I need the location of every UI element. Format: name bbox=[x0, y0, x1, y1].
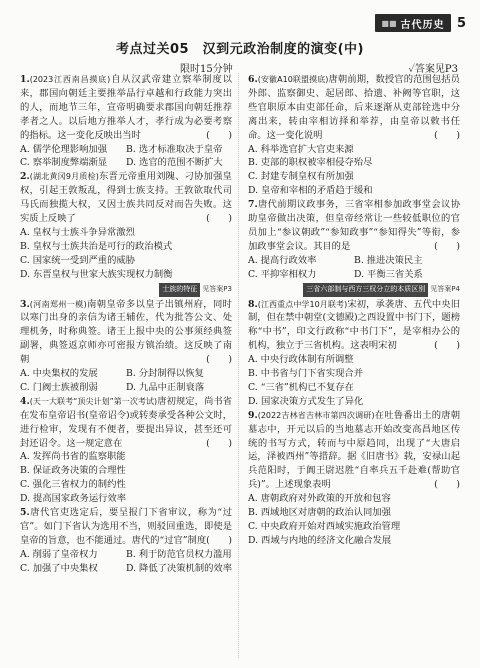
option-d: D. 降低了决策机制的效率 bbox=[126, 562, 233, 574]
answer-blank: ( ) bbox=[206, 129, 232, 141]
options bbox=[20, 367, 232, 381]
option-c: C. 国家统一受到严重的威胁 bbox=[20, 254, 135, 266]
options bbox=[20, 156, 232, 170]
option-b: B. 中书省与门下省实现合并 bbox=[248, 368, 364, 380]
option-a: A. 儒学伦理影响加强 bbox=[20, 143, 107, 155]
q-text: 南朝皇帝多以皇子出镇州府，同时以寒门出身的亲信为诸王辅佐，代为批答公文、处理机务，时称典签。诸王上报中央的公事须经典签副署，典签返京师亦可密报方镇治绩。这反映了南朝 bbox=[20, 298, 232, 366]
options bbox=[248, 268, 460, 282]
option-d: D. 东晋皇权与世家大族实现权力制衡 bbox=[20, 268, 173, 280]
option-a: A. 削弱了皇帝权力 bbox=[20, 548, 98, 560]
q-number: 2. bbox=[20, 171, 30, 183]
option-a: A. 提高行政效率 bbox=[248, 254, 317, 266]
q-text: 唐代官吏选定后，要呈报门下省审议，称为“过官”。如门下省认为选用不当，则驳回重选，即使是皇帝的旨意，也不能通过。唐代的“过官”制度 bbox=[20, 507, 232, 546]
option-d: D. 平衡三省关系 bbox=[354, 268, 423, 280]
option-b: B. 分封制得以恢复 bbox=[126, 368, 204, 380]
answer-blank: ( ) bbox=[434, 479, 460, 491]
page-header bbox=[375, 12, 466, 34]
answer-blank: ( ) bbox=[434, 240, 460, 252]
option-c: C. 中央政府开始对西域实施政治管理 bbox=[248, 521, 401, 532]
option-a: A. 皇权与士族斗争异常激烈 bbox=[20, 226, 135, 238]
hint-label: 士族的特征 bbox=[159, 283, 200, 297]
answer-blank: ( ) bbox=[206, 213, 232, 225]
section-banner bbox=[375, 14, 451, 32]
option-b: B. 吏部的职权被宰相侵夺殆尽 bbox=[248, 157, 373, 169]
q-number: 9. bbox=[248, 409, 258, 421]
option-a: A. 中央行政体制有所调整 bbox=[248, 354, 354, 366]
option-c: C. 平抑宰相权力 bbox=[248, 268, 317, 280]
q-source: (2023江西南昌摸底) bbox=[29, 75, 111, 84]
option-a: A. 中央集权的发展 bbox=[20, 368, 98, 380]
q-number: 8. bbox=[248, 298, 258, 310]
q-source: (河南郑州一模) bbox=[29, 299, 87, 309]
option-b: B. 保证政务决策的合理性 bbox=[20, 465, 126, 477]
question-9 bbox=[248, 409, 460, 492]
q-number: 5. bbox=[20, 507, 30, 519]
option-d: D. 国家决策方式发生了异化 bbox=[248, 395, 364, 407]
q-number: 4. bbox=[20, 395, 30, 407]
option-b: B. 选才标准取决于皇帝 bbox=[126, 143, 223, 155]
q-source: (江西重点中学10月联考) bbox=[257, 299, 348, 309]
question-3 bbox=[20, 298, 232, 368]
dots-decoration: ■■ bbox=[381, 18, 397, 28]
option-a: A. 发挥尚书省的监察职能 bbox=[20, 451, 126, 463]
hint-label: 三省六部制与西方三权分立的本质区别 bbox=[303, 283, 428, 297]
answer-blank: ( ) bbox=[206, 437, 232, 449]
option-b: B. 利于防范官员权力滥用 bbox=[126, 548, 232, 560]
q-number: 7. bbox=[248, 199, 258, 211]
option-c: C. 门阀士族被削弱 bbox=[20, 381, 98, 393]
question-4 bbox=[20, 395, 232, 451]
option-c: C. 封建专制皇权有所加强 bbox=[248, 171, 354, 183]
q-number: 6. bbox=[248, 74, 258, 85]
option-d: D. 提高国家政务运行效率 bbox=[20, 493, 127, 505]
question-7 bbox=[248, 198, 460, 254]
options bbox=[20, 562, 232, 576]
page-number: 5 bbox=[456, 15, 466, 31]
question-2 bbox=[20, 170, 232, 226]
question-8 bbox=[248, 298, 460, 354]
time-limit: 限时15分钟 bbox=[180, 64, 233, 75]
question-5 bbox=[20, 506, 232, 548]
option-c: C. 察举制度弊端渐显 bbox=[20, 157, 108, 169]
left-column bbox=[20, 73, 232, 576]
q-source: (天一大联考“顶尖计划”第一次考试) bbox=[29, 396, 158, 406]
option-d: D. 皇帝和宰相的矛盾趋于缓和 bbox=[248, 185, 373, 197]
option-c: C. 加强了中央集权 bbox=[20, 562, 98, 574]
column-divider bbox=[238, 73, 239, 658]
hint-ref: 见答案P4 bbox=[430, 284, 460, 293]
q-text: 东晋元帝重用刘隗、刁协加强皇权，引起王敦叛乱，得到士族支持。王敦欲取代司马氏而独揽大权，又因士族共同反对而告失败。这实质上反映了 bbox=[20, 171, 232, 225]
option-b: B. 西域地区对唐朝的政治认同加强 bbox=[248, 507, 391, 519]
hint-tag bbox=[20, 283, 232, 297]
q-source: (湖北黄冈9月质检) bbox=[29, 172, 99, 182]
options bbox=[20, 381, 232, 395]
option-a: A. 唐朝政府对外政策的开放和包容 bbox=[248, 493, 391, 505]
hint-ref: 见答案P3 bbox=[202, 284, 232, 293]
answer-blank: ( ) bbox=[206, 354, 232, 366]
right-column bbox=[248, 73, 460, 548]
q-text: 在吐鲁番出土的唐朝墓志中，开元以后的当地墓志开始改变高昌地区传统的书写方式，转而与中原趋同，出现了“大唐启运，泽被西州”等措辞。据《旧唐书》载，安禄山起兵范阳时，于阗王尉迟胜“自率兵五千赴难(帮助官兵)”。上述现象表明 bbox=[248, 409, 460, 491]
answer-blank: ( ) bbox=[206, 534, 232, 546]
q-source: (安徽A10联盟摸底) bbox=[257, 75, 329, 84]
option-b: B. 推进决策民主 bbox=[354, 254, 423, 266]
option-b: B. 皇权与士族共治是可行的政治模式 bbox=[20, 240, 173, 252]
q-number: 3. bbox=[20, 298, 30, 310]
q-text: 唐初规定，尚书省在发布皇帝诏书(皇帝诏令)或转奏承受各种公文时，进行检审，发现有不便者，要提出异议，甚至还可封还诏令。这一规定意在 bbox=[20, 395, 232, 449]
question-1 bbox=[20, 73, 232, 143]
option-d: D. 西域与内地的经济文化融合发展 bbox=[248, 534, 392, 546]
page-title: 考点过关05 汉到元政治制度的演变(中) bbox=[116, 42, 364, 57]
options bbox=[20, 143, 232, 157]
check-icon: ✓ bbox=[408, 64, 415, 75]
options bbox=[20, 548, 232, 562]
answer-blank: ( ) bbox=[434, 129, 460, 141]
option-a: A. 科举选官扩大官吏来源 bbox=[248, 143, 354, 155]
options bbox=[248, 254, 460, 268]
q-text: 唐代前期议政事务，三省宰相参加政事堂会议协助皇帝做出决策，但皇帝经常让一些较低职位的官员加上“参议朝政”“参知政事”“参知得失”等衔，参加政事堂会议。其目的是 bbox=[248, 199, 460, 252]
q-source: (2022吉林省吉林市第四次调研) bbox=[257, 410, 375, 420]
q-text: 宋初，承袭唐、五代中央旧制，但在禁中朝堂(文德殿)之西设置中书门下，题榜称“中书”，印文行政称“中书门下”，是宰相办公的机构，独立于三省机构。这表明宋初 bbox=[248, 298, 460, 352]
section-label: 古代历史 bbox=[400, 19, 445, 31]
hint-tag bbox=[248, 283, 460, 297]
q-number: 1. bbox=[20, 74, 30, 85]
answer-ref-text: 答案见P3 bbox=[414, 64, 458, 75]
option-d: D. 选官的范围不断扩大 bbox=[126, 157, 223, 169]
option-c: C. 强化三省权力的制约性 bbox=[20, 479, 126, 491]
answer-blank: ( ) bbox=[434, 340, 460, 352]
option-d: D. 九品中正制衰落 bbox=[126, 381, 205, 393]
q-text: 自从汉武帝建立察举制度以来，郡国向朝廷主要推举品行卓越和行政能力突出的人，而地节三年，宣帝明确要求郡国向朝廷推荐孝者之人。以后地方推举人才，孝行成为必要考察的指标。这一变化反映出当时 bbox=[20, 74, 232, 141]
option-c: C. “三省”机构已不复存在 bbox=[248, 381, 354, 393]
q-text: 唐朝前期，数授官的范围包括员外郎、监察御史、起居郎、拾遗、补阙等官职，这些官职原本由吏部任命，后来逐渐从吏部铨选中分离出来，转由宰相访择和举荐，由皇帝以敕书任命。这一变化说明 bbox=[248, 74, 460, 141]
question-6 bbox=[248, 73, 460, 143]
